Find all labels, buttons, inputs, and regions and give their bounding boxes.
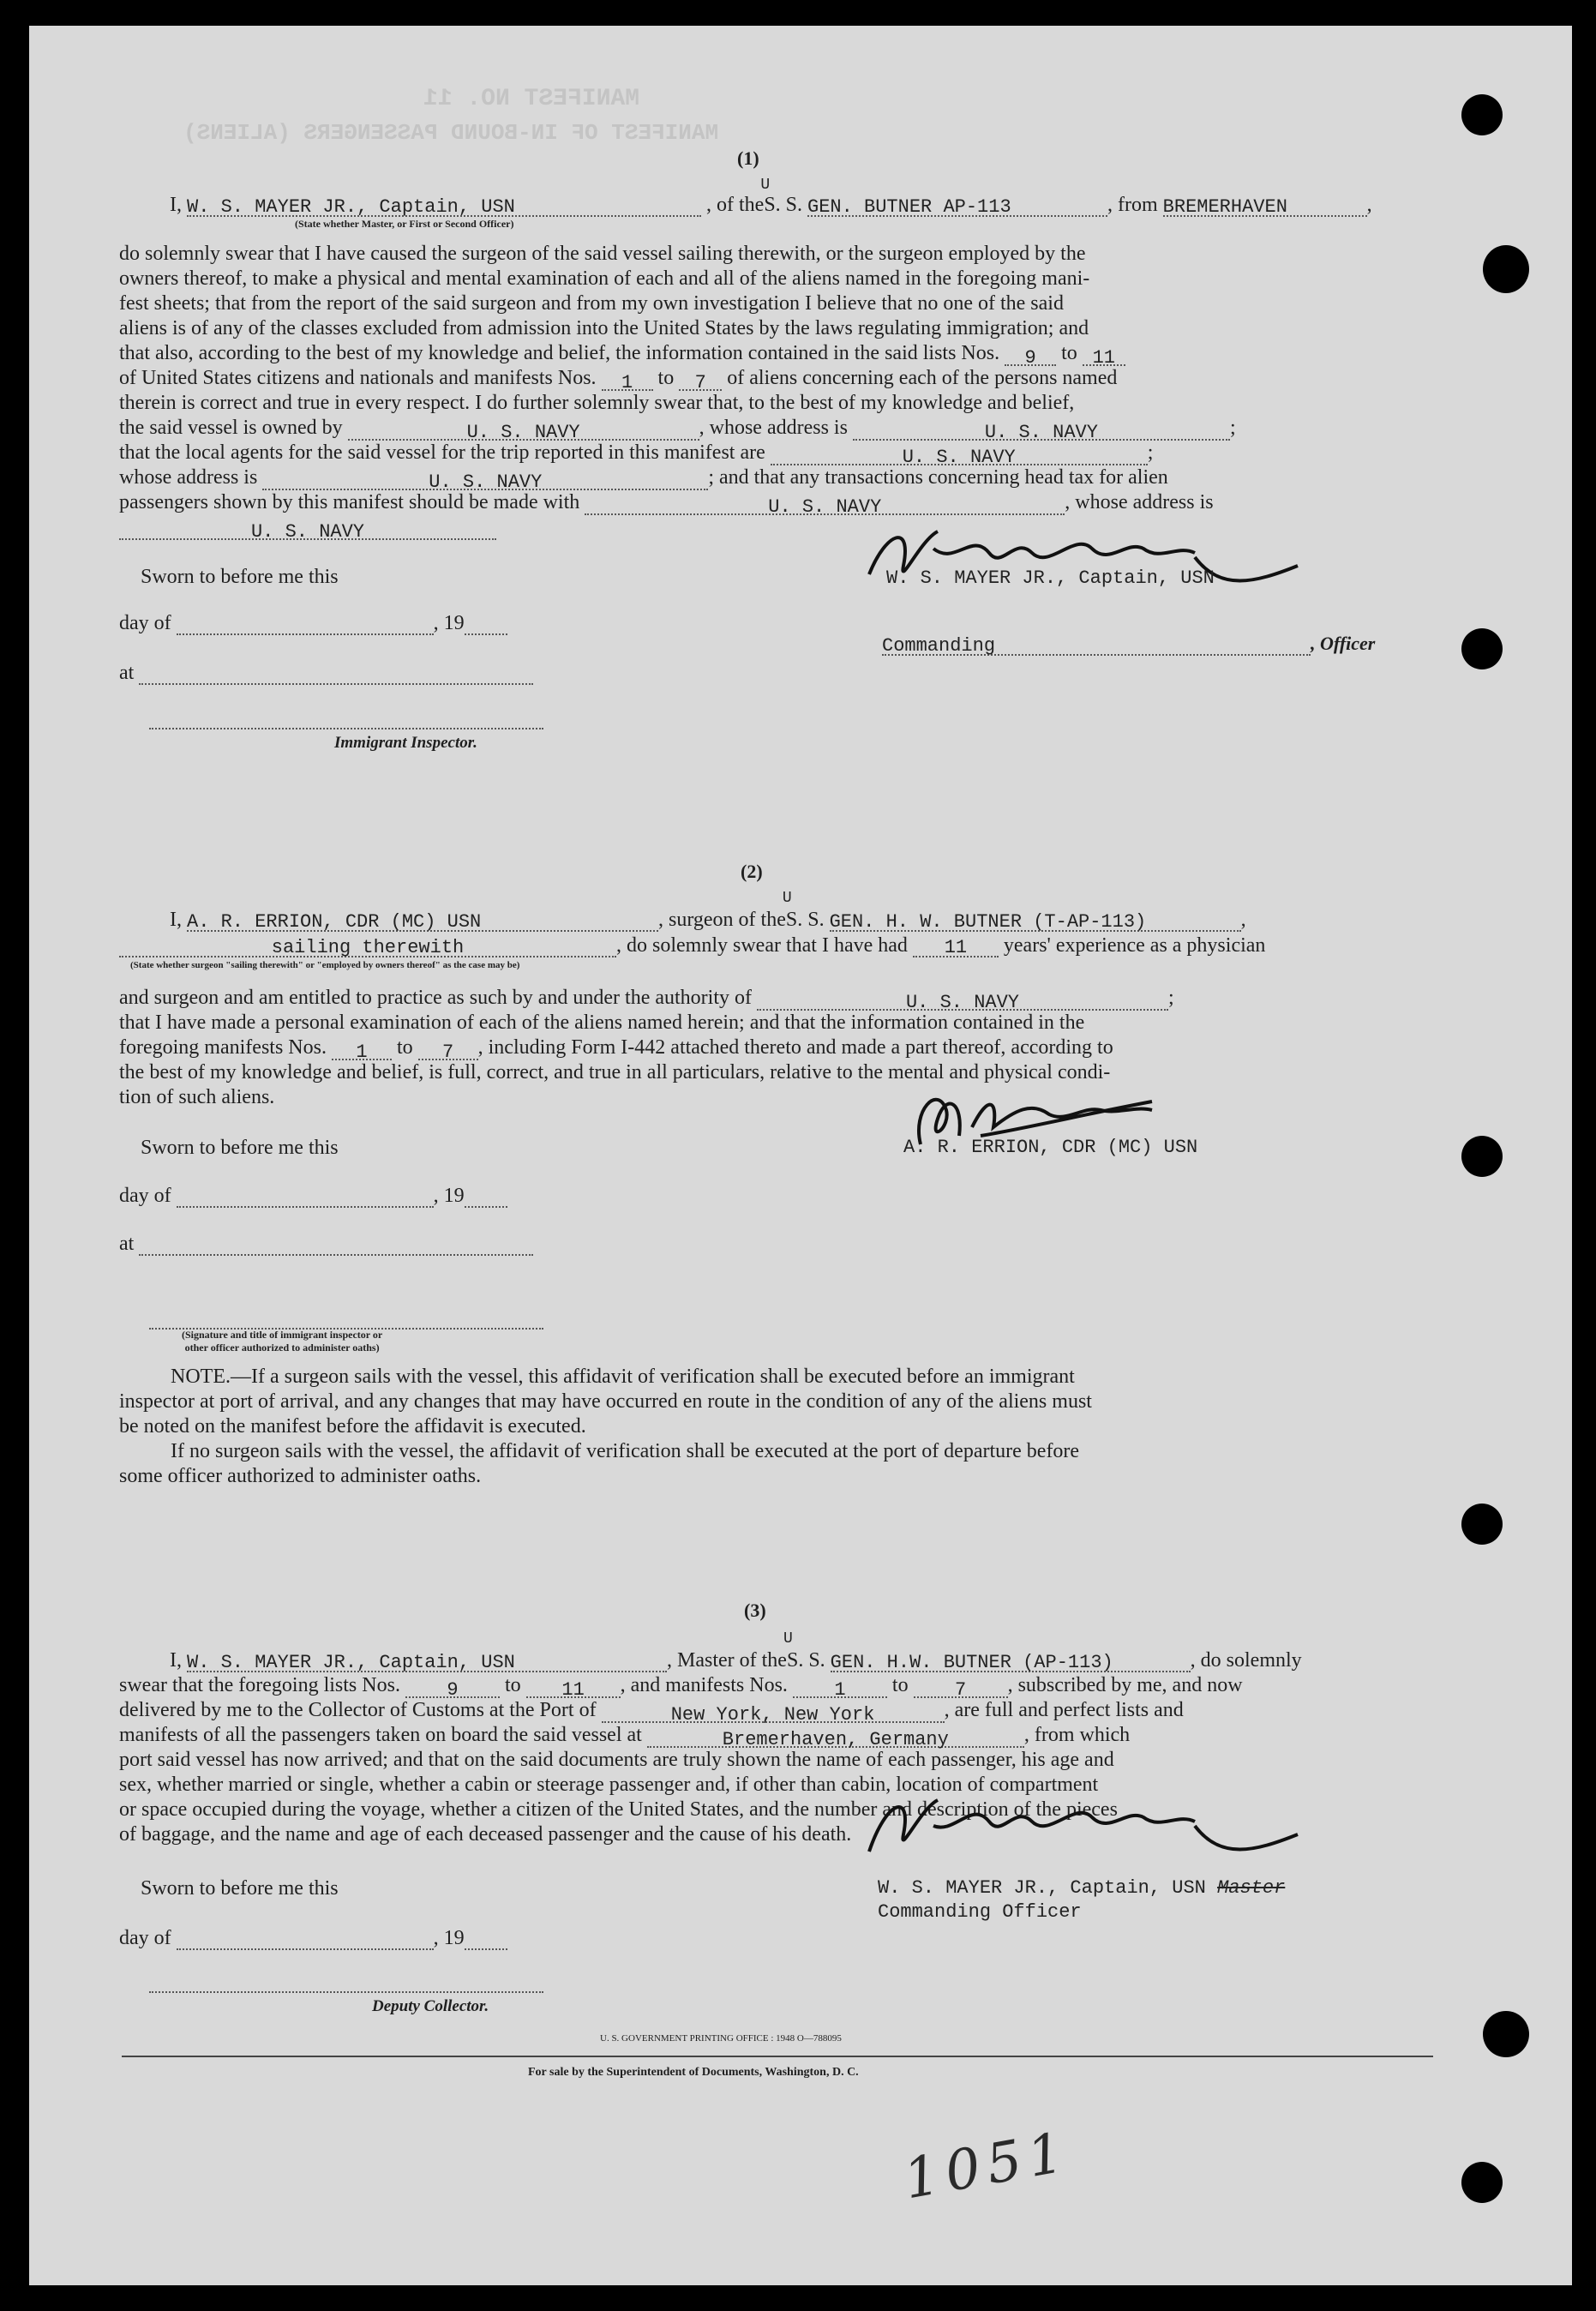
origin-field: Bremerhaven, Germany xyxy=(647,1727,1024,1748)
master-struck: Master xyxy=(1217,1877,1286,1899)
u-mark: U xyxy=(760,177,771,194)
sec3-paragraph: swear that the foregoing lists Nos. 9 to 11 , and manifests Nos. 1 to 7 , subscribed by me, and now delivered by me to the Collector of Customs at the Port of New York, New York , are full and perfect lists and manifests of all the passengers taken on board the said vessel at Bremerhaven, Germany , from which port said vessel has now arrived; and that on the said documents are truly shown the name of each passenger, his age and sex, whether married or single, whether a cabin or steerage passenger and, if other than cabin, location of compartment or space occupied during the voyage, whether a citizen of the United States, and the number and description of the pieces of baggage, and the name and age of each deceased passenger and the cause of his death. xyxy=(119,1674,1243,1846)
sec3-commanding-officer: Commanding Officer xyxy=(878,1901,1082,1923)
sec2-dayof: day of , 19 xyxy=(119,1185,507,1208)
punch-hole xyxy=(1461,1136,1503,1177)
sec2-paragraph: and surgeon and am entitled to practice as such by and under the authority of U. S. NAVY ; that I have made a personal examination of each of the aliens named herein; and that the information contained in the foregoing manifests Nos. 1 to 7 , including Form I-442 attached thereto and made a part thereof, according to the best of my knowledge and belief, is full, correct, and true in all particulars, relative to the mental and physical condi- tion of such aliens. xyxy=(119,987,1174,1108)
sec1-dayof: day of , 19 xyxy=(119,612,507,635)
years-field: 11 xyxy=(913,937,999,957)
sec3-line-master: I, W. S. MAYER JR., Captain, USN , Master of the U S. S. GEN. H.W. BUTNER (AP-113) , do solemnly xyxy=(170,1630,1302,1673)
sec2-state-note: (State whether surgeon "sailing therewith" or "employed by owners thereof" as the case may be) xyxy=(130,960,520,970)
master-field: W. S. MAYER JR., Captain, USN xyxy=(187,1652,667,1672)
sec2-line-sailing: sailing therewith , do solemnly swear that I have had 11 years' experience as a physician xyxy=(119,934,1265,957)
punch-hole xyxy=(1461,2162,1503,2203)
surgeon-field: A. R. ERRION, CDR (MC) USN xyxy=(187,911,658,932)
agents-field: U. S. NAVY xyxy=(771,445,1148,465)
sec2-at: at xyxy=(119,1233,533,1256)
sec1-commanding: Commanding , Officer xyxy=(882,633,1376,657)
punch-hole xyxy=(1461,1504,1503,1545)
section-1-number: (1) xyxy=(737,147,759,169)
sec3-dayof: day of , 19 xyxy=(119,1927,507,1950)
sale-notice: For sale by the Superintendent of Documents, Washington, D. C. xyxy=(528,2066,859,2079)
sec1-inspector-label: Immigrant Inspector. xyxy=(334,734,477,752)
sec1-paragraph: do solemnly swear that I have caused the surgeon of the said vessel sailing therewith, or the surgeon employed by the owners thereof, to make a physical and mental examination of each and all of the aliens named in the foregoing mani- fest sheets; that from the report of the said surgeon and from my own investigation I believe that no one of the said aliens is of any of the classes excluded from admission into the United States by the laws regulating immigration; and that also, according to the best of my knowledge and belief, the information contained in the said lists Nos. 9 to 11 of United States citizens and nationals and manifests Nos. 1 to 7 of aliens concerning each of the persons named therein is correct and true in every respect. I do further solemnly swear that, to the best of my knowledge and belief, the said vessel is owned by U. S. NAVY , whose address is U. S. NAVY ; that the local agents for the said vessel for the trip reported in this manifest are U. S. NAVY ; whose address is U. S. NAVY ; and that any transactions concerning head tax for alien passengers shown by this manifest should be made with U. S. NAVY , whose address is U. S. NAVY xyxy=(119,243,1236,543)
vessel-field: GEN. H. W. BUTNER (T-AP-113) xyxy=(830,911,1241,932)
gpo-imprint: U. S. GOVERNMENT PRINTING OFFICE : 1948 O—788095 xyxy=(600,2033,842,2044)
head-tax-field: U. S. NAVY xyxy=(585,495,1065,515)
sec1-typed-signature: W. S. MAYER JR., Captain, USN xyxy=(886,567,1215,589)
sec3-signature xyxy=(852,1783,1315,1877)
sec2-typed-signature: A. R. ERRION, CDR (MC) USN xyxy=(903,1137,1198,1158)
arrival-port-field: New York, New York xyxy=(602,1702,945,1723)
captain-field: W. S. MAYER JR., Captain, USN xyxy=(187,196,701,217)
departure-port-field: BREMERHAVEN xyxy=(1163,196,1367,217)
sec1-sworn: Sworn to before me this xyxy=(141,566,339,588)
sec1-signature xyxy=(852,514,1332,609)
owner-address-field: U. S. NAVY xyxy=(853,420,1230,441)
punch-hole xyxy=(1483,245,1529,293)
vessel-field: GEN. BUTNER AP-113 xyxy=(807,196,1107,217)
sec3-collector-label: Deputy Collector. xyxy=(372,1997,489,2015)
u-mark: U xyxy=(782,890,792,907)
handwritten-page-number: 1051 xyxy=(899,2120,1075,2212)
sec2-sig-note: (Signature and title of immigrant inspector or other officer authorized to administer oaths) xyxy=(182,1329,383,1354)
sec2-note: NOTE.—If a surgeon sails with the vessel, this affidavit of verification shall be executed before an immigrant inspector at port of arrival, and any changes that may have occurred en route in the condition of any of the aliens must be noted on the manifest before the affidavit is executed. If no surgeon sails with the vessel, the affidavit of verification shall be executed at the port of departure before some officer authorized to administer oaths. xyxy=(119,1366,1092,1487)
sec3-sworn: Sworn to before me this xyxy=(141,1877,339,1900)
owner-field: U. S. NAVY xyxy=(348,420,699,441)
sec3-typed-signature: W. S. MAYER JR., Captain, USN Master xyxy=(878,1877,1286,1899)
section-2-number: (2) xyxy=(741,861,763,882)
sec2-line-surgeon: I, A. R. ERRION, CDR (MC) USN , surgeon of the U S. S. GEN. H. W. BUTNER (T-AP-113) , xyxy=(170,890,1246,933)
sec1-line-captain: I, W. S. MAYER JR., Captain, USN , of the U S. S. GEN. BUTNER AP-113 , from BREMERHAVEN , xyxy=(170,177,1372,218)
document-page xyxy=(29,26,1572,2285)
ghost-header-line1: MANIFEST NO. 11 xyxy=(423,86,640,112)
punch-hole xyxy=(1483,2011,1529,2057)
punch-hole xyxy=(1461,94,1503,135)
authority-field: U. S. NAVY xyxy=(757,990,1168,1011)
head-tax-address-field: U. S. NAVY xyxy=(119,519,496,540)
agents-address-field: U. S. NAVY xyxy=(262,470,708,490)
u-mark: U xyxy=(783,1630,793,1648)
punch-hole xyxy=(1461,628,1503,669)
sec1-at: at xyxy=(119,662,533,685)
sailing-field: sailing therewith xyxy=(119,937,616,957)
sec2-sworn: Sworn to before me this xyxy=(141,1137,339,1159)
footer-rule xyxy=(122,2056,1433,2057)
vessel-field: GEN. H.W. BUTNER (AP-113) xyxy=(831,1652,1191,1672)
ghost-header-line2: MANIFEST OF IN-BOUND PASSENGERS (ALIENS) xyxy=(183,120,719,146)
section-3-number: (3) xyxy=(744,1600,766,1621)
sec1-state-note: (State whether Master, or First or Second Officer) xyxy=(295,218,514,230)
